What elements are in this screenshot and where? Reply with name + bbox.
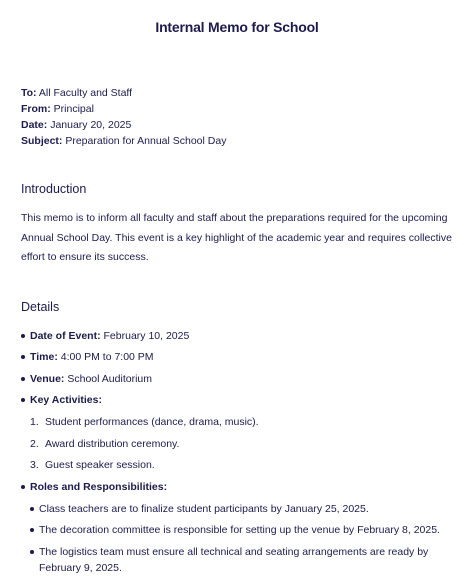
activity-item <box>30 414 453 430</box>
from-value: Principal <box>53 103 94 115</box>
details-heading: Details <box>21 299 60 314</box>
venue-label: Venue: <box>30 372 65 385</box>
event-date-value: February 10, 2025 <box>103 329 190 342</box>
date-value: January 20, 2025 <box>50 119 132 131</box>
subject-line <box>21 133 453 149</box>
activity-text: Student performances (dance, drama, music). <box>45 416 259 428</box>
date-label: Date: <box>21 119 48 131</box>
from-label: From: <box>21 103 51 115</box>
activity-number: 3. <box>30 459 39 471</box>
role-item: Class teachers are to finalize student participants by January 25, 2025. <box>30 501 453 517</box>
event-time-label: Time: <box>30 351 58 363</box>
from-line <box>21 101 453 117</box>
date-line <box>21 117 453 133</box>
memo-header-block <box>21 85 453 149</box>
details-item-venue <box>21 371 453 387</box>
role-item: The logistics team must ensure all technical and seating arrangements are ready by February 9, 2025. <box>30 544 453 576</box>
activities-list <box>30 414 453 473</box>
activity-item <box>30 436 453 452</box>
details-item-activities <box>21 392 453 473</box>
subject-value: Preparation for Annual School Day <box>65 135 227 147</box>
activity-number: 1. <box>30 416 39 428</box>
activity-text: Award distribution ceremony. <box>45 437 180 450</box>
roles-label: Roles and Responsibilities: <box>30 480 168 493</box>
to-line <box>21 85 453 101</box>
to-value: All Faculty and Staff <box>38 87 133 99</box>
details-list <box>21 328 453 576</box>
activity-item <box>30 457 453 473</box>
subject-label: Subject: <box>21 135 63 147</box>
details-item-date <box>21 328 453 344</box>
role-item: The decoration committee is responsible for setting up the venue by February 8, 2025. <box>30 522 453 538</box>
introduction-paragraph: This memo is to inform all faculty and staff about the preparations required for the upcoming Annual School Day. This event is a key highlight of the academic year and requires collective effort to ensure its success. <box>21 212 452 263</box>
event-date-label: Date of Event: <box>30 329 101 342</box>
activity-number: 2. <box>30 437 39 450</box>
details-item-time <box>21 349 453 365</box>
memo-title: Internal Memo for School <box>155 19 319 35</box>
to-label: To: <box>21 87 37 99</box>
roles-list <box>30 501 453 576</box>
activity-text: Guest speaker session. <box>45 459 155 471</box>
activities-label: Key Activities: <box>30 394 102 406</box>
venue-value: School Auditorium <box>67 372 152 385</box>
event-time-value: 4:00 PM to 7:00 PM <box>60 351 154 363</box>
introduction-heading: Introduction <box>21 182 87 196</box>
details-item-roles <box>21 479 453 576</box>
